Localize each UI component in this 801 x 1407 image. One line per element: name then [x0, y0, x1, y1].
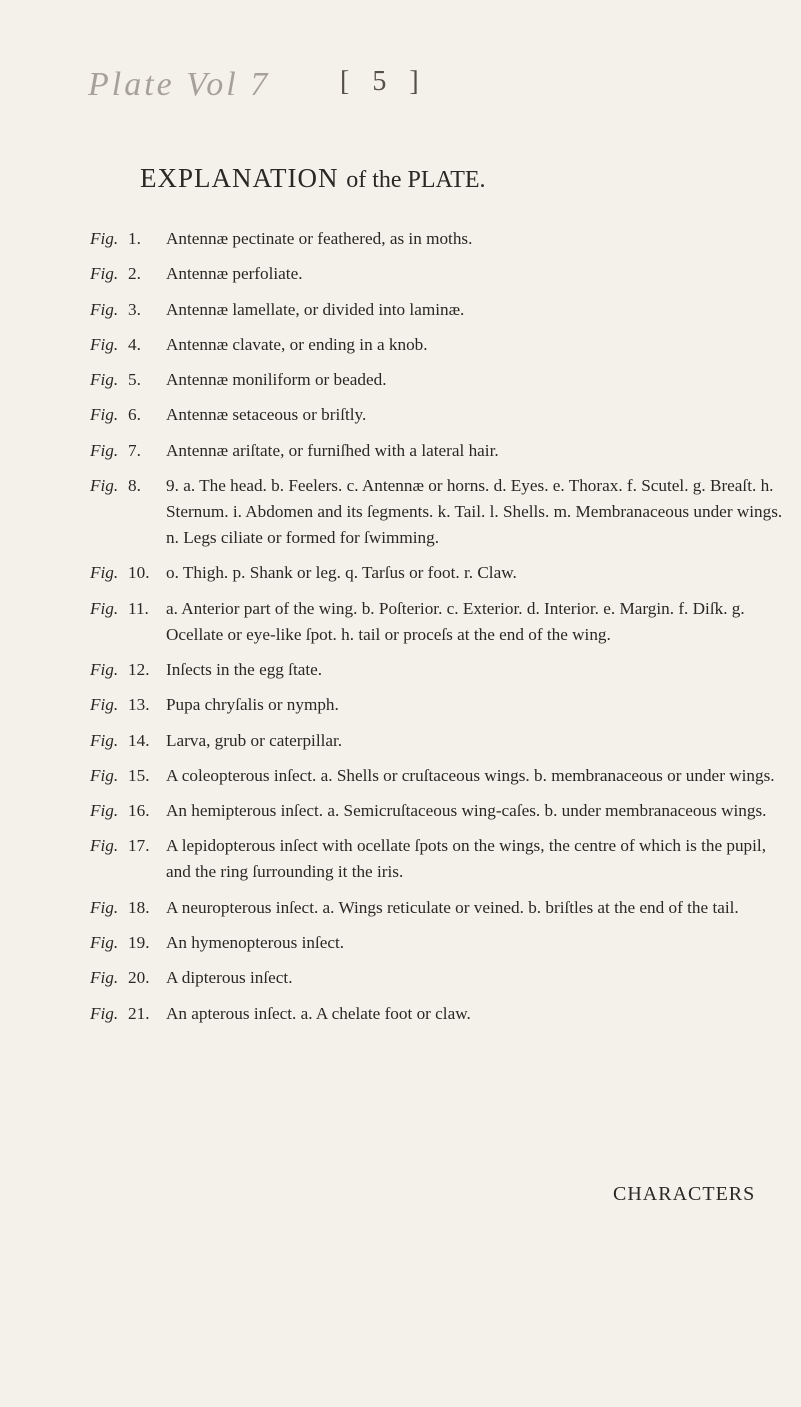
figure-description: A neuropterous inſect. a. Wings reticulate or veined. b. briſtles at the end of the tail. — [166, 897, 739, 917]
figure-description: Pupa chryſalis or nymph. — [166, 695, 339, 715]
figure-number: 10. — [128, 563, 150, 583]
figure-number: 2. — [128, 264, 141, 284]
figure-entry — [90, 560, 790, 586]
figure-label: Fig. — [90, 801, 119, 821]
figure-number: 18. — [128, 897, 150, 917]
figure-number: 1. — [128, 229, 141, 248]
figure-number: 5. — [128, 370, 141, 390]
figure-description: Antennæ setaceous or briſtly. — [166, 405, 367, 425]
figure-label: Fig. — [90, 405, 119, 425]
figure-description: a. Anterior part of the wing. b. Poſterior. c. Exterior. d. Interior. e. Margin. f. Diſk. g. Ocellate or eye-like ſpot. h. tail or proceſs at the end of the wing. — [166, 598, 745, 644]
figure-label: Fig. — [90, 598, 119, 618]
figure-description: Inſects in the egg ſtate. — [166, 659, 323, 679]
figure-entry — [90, 402, 790, 428]
figure-entry — [90, 692, 790, 718]
figure-number: 20. — [128, 968, 150, 988]
figure-label: Fig. — [90, 695, 119, 715]
figure-number: 13. — [128, 695, 150, 715]
figure-label: Fig. — [90, 229, 119, 248]
figure-description: Antennæ pectinate or feathered, as in moths. — [166, 229, 473, 248]
page-number: [ 5 ] — [340, 66, 427, 97]
figure-explanation-list — [90, 226, 790, 1036]
figure-description: Antennæ lamellate, or divided into laminæ. — [166, 299, 465, 319]
figure-number: 15. — [128, 765, 150, 785]
figure-description: Antennæ ariſtate, or furniſhed with a lateral hair. — [166, 440, 499, 460]
figure-label: Fig. — [90, 370, 119, 390]
figure-label: Fig. — [90, 563, 119, 583]
figure-entry — [90, 367, 790, 393]
figure-entry — [90, 763, 790, 789]
figure-description: A dipterous inſect. — [166, 968, 293, 988]
figure-number: 21. — [128, 1003, 150, 1023]
figure-entry — [90, 332, 790, 358]
figure-entry — [90, 965, 790, 991]
figure-label: Fig. — [90, 730, 119, 750]
figure-entry — [90, 596, 790, 648]
figure-entry — [90, 657, 790, 683]
figure-label: Fig. — [90, 836, 119, 856]
figure-label: Fig. — [90, 765, 119, 785]
page-title — [140, 163, 680, 194]
figure-entry — [90, 895, 790, 921]
title-rest: of the PLATE. — [346, 167, 486, 193]
figure-label: Fig. — [90, 440, 119, 460]
figure-entry — [90, 438, 790, 464]
figure-label: Fig. — [90, 968, 119, 988]
figure-description: An hemipterous inſect. a. Semicruſtaceous wing-caſes. b. under membranaceous wings. — [166, 801, 767, 821]
figure-description: 9. a. The head. b. Feelers. c. Antennæ or horns. d. Eyes. e. Thorax. f. Scutel. g. Breaſt. h. Sternum. i. Abdomen and its ſegments. k. Tail. l. Shells. m. Membranaceous under wings. n. Legs ciliate or formed for ſwimming. — [166, 476, 783, 548]
figure-label: Fig. — [90, 476, 119, 496]
figure-description: Larva, grub or caterpillar. — [166, 730, 343, 750]
figure-number: 16. — [128, 801, 150, 821]
figure-number: 8. — [128, 476, 141, 496]
figure-entry — [90, 226, 790, 252]
figure-entry — [90, 798, 790, 824]
figure-entry — [90, 1001, 790, 1027]
figure-label: Fig. — [90, 334, 119, 354]
figure-description: Antennæ perfoliate. — [166, 264, 303, 284]
figure-entry — [90, 833, 790, 885]
figure-entry — [90, 297, 790, 323]
figure-label: Fig. — [90, 299, 119, 319]
figure-number: 3. — [128, 299, 141, 319]
figure-description: Antennæ moniliform or beaded. — [166, 370, 387, 390]
figure-description: o. Thigh. p. Shank or leg. q. Tarſus or foot. r. Claw. — [166, 563, 517, 583]
figure-entry — [90, 261, 790, 287]
figure-label: Fig. — [90, 1003, 119, 1023]
figure-number: 7. — [128, 440, 141, 460]
figure-number: 12. — [128, 659, 150, 679]
figure-label: Fig. — [90, 264, 119, 284]
figure-label: Fig. — [90, 897, 119, 917]
figure-number: 17. — [128, 836, 150, 856]
figure-number: 4. — [128, 334, 141, 354]
title-main: EXPLANATION — [140, 163, 339, 193]
figure-number: 19. — [128, 933, 150, 953]
figure-entry — [90, 728, 790, 754]
figure-description: A coleopterous inſect. a. Shells or cruſtaceous wings. b. membranaceous or under wings. — [166, 765, 775, 785]
figure-number: 14. — [128, 730, 150, 750]
figure-label: Fig. — [90, 933, 119, 953]
handwritten-annotation: Plate Vol 7 — [88, 66, 271, 103]
figure-entry — [90, 473, 790, 551]
figure-description: An apterous inſect. a. A chelate foot or claw. — [166, 1003, 471, 1023]
figure-description: An hymenopterous inſect. — [166, 933, 345, 953]
figure-description: A lepidopterous inſect with ocellate ſpots on the wings, the centre of which is the pupil, and the ring ſurrounding it the iris. — [166, 836, 767, 882]
figure-number: 6. — [128, 405, 141, 425]
figure-label: Fig. — [90, 659, 119, 679]
catchword: CHARACTERS — [613, 1183, 756, 1205]
figure-description: Antennæ clavate, or ending in a knob. — [166, 334, 428, 354]
figure-entry — [90, 930, 790, 956]
figure-number: 11. — [128, 598, 149, 618]
